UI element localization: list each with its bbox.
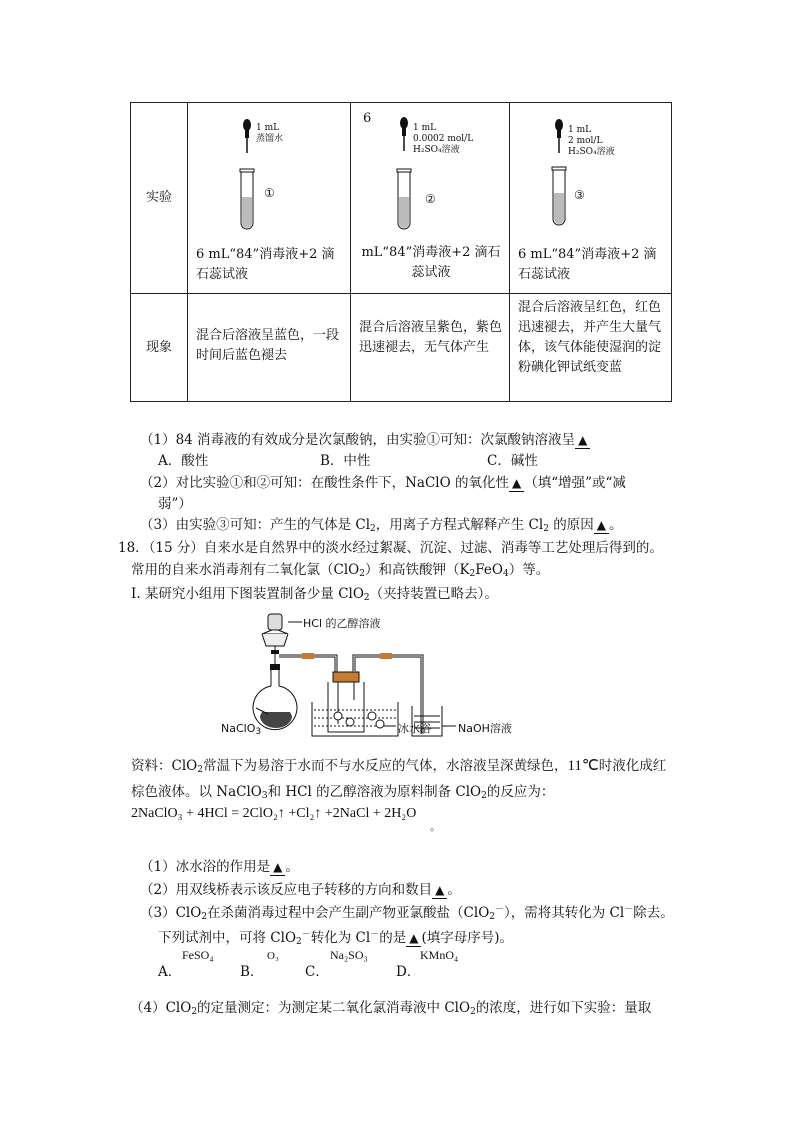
question-2-cont: 弱”） xyxy=(158,496,192,512)
info-line2: 棕色液体。以 NaClO$_3$和 HCl 的乙醇溶液为原料制备 ClO$_2$的反应为： xyxy=(131,784,555,801)
answer-blank[interactable]: ▲ xyxy=(270,860,285,876)
phenomenon-3: 混合后溶液呈红色，红色迅速褪去，并产生大量气体，该气体能使湿润的淀粉碘化钾试纸变蓝 xyxy=(510,294,672,402)
part-I-heading: I. 某研究小组用下图装置制备少量 ClO$_2$（夹持装置已略去）。 xyxy=(131,586,498,603)
q1-option-c: C．碱性 xyxy=(487,453,538,469)
option-b-label: B． xyxy=(240,964,264,980)
answer-blank[interactable]: ▲ xyxy=(406,931,421,947)
ice-bath-label: 冰水浴 xyxy=(398,722,431,735)
experiment-cell-2 xyxy=(351,103,510,294)
answer-blank[interactable]: ▲ xyxy=(594,518,609,534)
reagent-label-2: 1 mL 0.0002 mol/L H₂SO₄溶液 xyxy=(413,123,474,155)
tube-number-2: ② xyxy=(425,192,436,206)
experiment-table xyxy=(130,102,672,402)
answer-blank[interactable]: ▲ xyxy=(575,433,590,449)
tube-number-1: ① xyxy=(264,186,275,200)
question-1: （1）84 消毒液的有效成分是次氯酸钠，由实验①可知：次氯酸钠溶液呈 ▲ xyxy=(140,428,590,449)
option-d-label: D． xyxy=(396,964,421,980)
option-c-value: Na₂SO₃ xyxy=(330,948,368,962)
sub-question-2: （2）用双线桥表示该反应电子转移的方向和数目 ▲ 。 xyxy=(140,882,461,898)
reagent-label-3: 1 mL 2 mol/L H₂SO₄溶液 xyxy=(568,125,615,157)
hcl-label: HCl 的乙醇溶液 xyxy=(303,617,381,630)
naoh-label: NaOH溶液 xyxy=(458,722,512,735)
naclo3-label: NaClO$_3$ xyxy=(221,722,262,737)
answer-blank[interactable]: ▲ xyxy=(432,883,447,899)
reagent-label-1: 1 mL 蒸馏水 xyxy=(256,123,284,144)
problem-18-line1: 18．（15 分）自来水是自然界中的淡水经过絮凝、沉淀、过滤、消毒等工艺处理后得到的。 xyxy=(118,540,663,556)
phenomenon-2: 混合后溶液呈紫色，紫色迅速褪去，无气体产生 xyxy=(351,294,510,402)
equation-end: 。 xyxy=(430,820,441,833)
reaction-equation: 2NaClO₃ + 4HCl = 2ClO₂↑ +Cl₂↑ +2NaCl + 2H₂O xyxy=(131,806,417,821)
sub-question-3-cont: 下列试剂中，可将 ClO$_2$－转化为 Cl－的是 ▲ (填字母序号)。 xyxy=(158,930,514,947)
question-2: （2）对比实验①和②可知：在酸性条件下，NaClO 的氧化性 ▲ （填“增强”或“减 xyxy=(140,475,626,491)
q1-option-a: A．酸性 xyxy=(158,453,209,469)
sub-question-1: （1）冰水浴的作用是 ▲ 。 xyxy=(140,859,299,875)
option-b-value: O₃ xyxy=(267,950,279,962)
experiment-cell-3 xyxy=(510,103,672,294)
q1-option-b: B．中性 xyxy=(320,453,371,469)
tube-caption-3: 6 mL“84”消毒液+2 滴石蕊试液 xyxy=(518,247,657,282)
experiment-cell-1 xyxy=(188,103,351,294)
tube-caption-1: 6 mL“84”消毒液+2 滴石蕊试液 xyxy=(196,247,335,282)
sub-question-4: （4）ClO$_2$的定量测定：为测定某二氧化氯消毒液中 ClO$_2$的浓度，进行如下实验：量取 xyxy=(130,1000,652,1017)
tube-number-3: ③ xyxy=(574,188,585,202)
sub-question-3: （3）ClO$_2$在杀菌消毒过程中会产生副产物亚氯酸盐（ClO$_2$－），需将其转化为 Cl－除去。 xyxy=(140,905,674,922)
option-a-label: A． xyxy=(158,964,182,980)
option-a-value: FeSO₄ xyxy=(182,948,214,962)
option-d-value: KMnO₄ xyxy=(420,948,459,962)
info-line1: 资料：ClO$_2$常温下为易溶于水而不与水反应的气体，水溶液呈深黄绿色，11℃时液化成红 xyxy=(131,758,667,775)
row-label-phenomenon: 现象 xyxy=(131,294,188,402)
row-label-experiment: 实验 xyxy=(131,103,188,294)
phenomenon-1: 混合后溶液呈蓝色，一段时间后蓝色褪去 xyxy=(188,294,351,402)
page-mark: 6 xyxy=(363,111,372,126)
question-3: （3）由实验③可知：产生的气体是 $Cl_2$，用离子方程式解释产生 $Cl_2$ 的原因 ▲ 。 xyxy=(140,517,623,534)
tube-caption-2: mL“84”消毒液+2 滴石蕊试液 xyxy=(361,245,501,280)
problem-18-line2: 常用的自来水消毒剂有二氧化氯（ClO$_2$）和高铁酸钾$(K_2FeO_4)$等。 xyxy=(131,562,550,579)
answer-blank[interactable]: ▲ xyxy=(509,476,524,492)
option-c-label: C． xyxy=(305,964,329,980)
